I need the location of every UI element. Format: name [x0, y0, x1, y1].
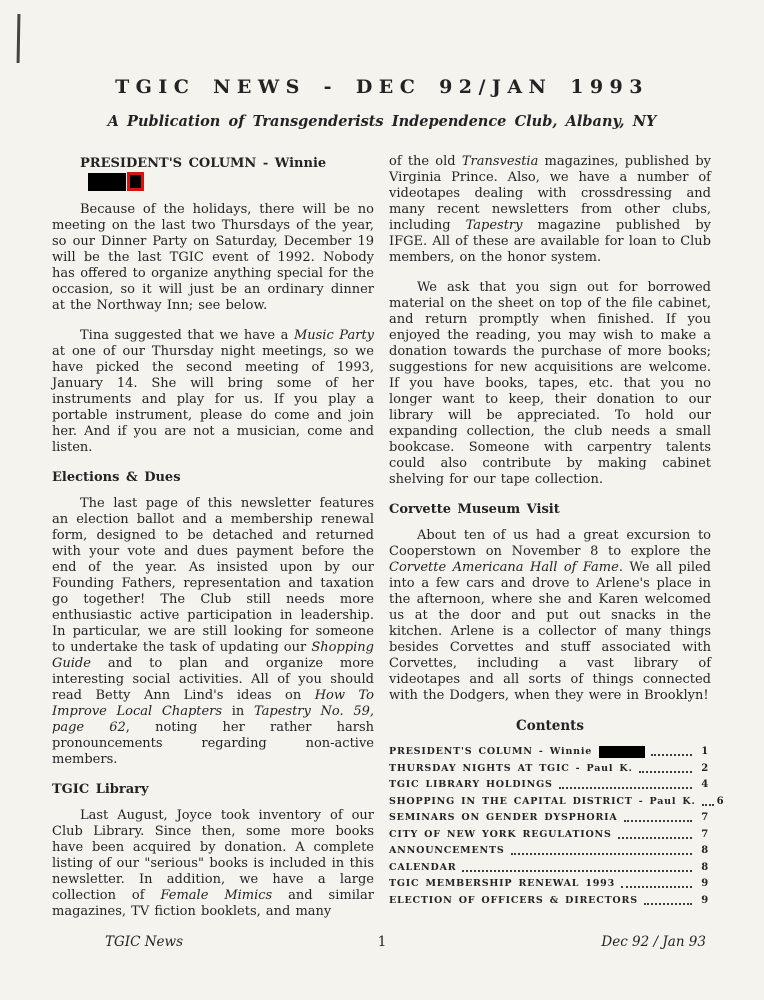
newsletter-title: TGIC NEWS - DEC 92/JAN 1993 [115, 76, 649, 98]
tgic-library-heading: TGIC Library [52, 781, 149, 797]
toc-row [389, 845, 709, 857]
toc-label: ANNOUNCEMENTS [389, 845, 505, 856]
body-columns [0, 154, 764, 920]
toc-row [389, 763, 709, 775]
toc-label: CITY OF NEW YORK REGULATIONS [389, 828, 612, 840]
toc-row [389, 812, 709, 824]
toc-page-number: 7 [701, 812, 709, 823]
page-footer [0, 934, 764, 952]
corvette-museum-heading: Corvette Museum Visit [389, 502, 560, 517]
toc-page-number: 6 [716, 795, 725, 807]
toc-redaction-box [599, 746, 645, 758]
paragraph-library-1: Last August, Joyce took inventory of our Club Library. Since then, some more books have been acquired by donation. A complete listing of our "serious" books is included in this newsletter. In addition, we have a large collection of Female Mimics and similar magazines, TV fiction booklets, and many [52, 807, 374, 919]
toc-dot-leader [559, 787, 692, 789]
toc-row [389, 862, 709, 874]
paragraph-music-party: Tina suggested that we have a Music Party at one of our Thursday night meetings, so we have picked the second meeting of 1993, January 14. She will bring some of her instruments and play for us. If you play a portable instrument, please do come and join her. And if you are not a musician, come and listen. [52, 327, 375, 455]
toc-dot-leader [624, 820, 692, 822]
toc-page-number: 8 [701, 861, 709, 873]
paragraph-library-3: We ask that you sign out for borrowed material on the sheet on top of the file cabinet, and return promptly when finished. If you enjoyed the reading, you may wish to make a donation towards the purchase of more books; suggestions for new acquisitions are welcome. If you have books, tapes, etc. that you no longer want to keep, their donation to our library will be appreciated. To hold our expanding collection, the club needs a small bookcase. Someone with carpentry talents could also contribute by making cabinet shelving for our tape collection. [389, 280, 711, 487]
toc-label: TGIC LIBRARY HOLDINGS [389, 779, 553, 790]
toc-page-number: 2 [701, 762, 709, 774]
contents-list [389, 746, 725, 907]
toc-label: ELECTION OF OFFICERS & DIRECTORS [389, 894, 638, 906]
toc-row [389, 878, 709, 890]
toc-dot-leader [462, 870, 692, 872]
toc-label: THURSDAY NIGHTS AT TGIC - Paul K. [389, 762, 633, 774]
toc-row [389, 895, 709, 907]
toc-page-number: 1 [701, 746, 709, 757]
toc-dot-leader [621, 886, 692, 888]
presidents-column-heading-text: PRESIDENT'S COLUMN - Winnie [80, 156, 327, 171]
toc-dot-leader [644, 903, 692, 905]
toc-label: PRESIDENT'S COLUMN - Winnie [389, 746, 593, 757]
contents-heading: Contents [515, 718, 585, 734]
paragraph-holidays: Because of the holidays, there will be no meeting on the last two Thursdays of the year, so our Dinner Party on Saturday, December 19 will be the last TGIC event of 1992. Nobody has offered to organize anything special for the occasion, so it will just be an ordinary dinner at the Northway Inn; see below. [52, 201, 374, 313]
redaction-box [88, 172, 144, 191]
toc-dot-leader [511, 853, 692, 855]
paragraph-library-2: of the old Transvestia magazines, published by Virginia Prince. Also, we have a number of videotapes dealing with crossdressing and many recent newsletters from other clubs, including Tapestry magazine published by IFGE. All of these are available for loan to Club members, on the honor system. [389, 154, 711, 265]
toc-label: TGIC MEMBERSHIP RENEWAL 1993 [389, 878, 615, 889]
toc-dot-leader [651, 754, 692, 756]
presidents-column-heading [52, 156, 374, 192]
toc-dot-leader [618, 837, 692, 839]
masthead [0, 0, 764, 131]
toc-row [389, 829, 709, 841]
toc-row [389, 795, 725, 808]
toc-label: SEMINARS ON GENDER DYSPHORIA [389, 812, 618, 823]
toc-page-number: 4 [701, 779, 709, 790]
toc-page-number: 9 [701, 894, 709, 906]
footer-issue: Dec 92 / Jan 93 [601, 934, 706, 950]
elections-dues-heading: Elections & Dues [52, 469, 181, 485]
redaction-black-bar [88, 173, 126, 191]
toc-label: SHOPPING IN THE CAPITAL DISTRICT - Paul K. [389, 795, 696, 807]
toc-label: CALENDAR [389, 861, 457, 873]
redaction-red-outline-box [127, 172, 144, 191]
paragraph-corvette: About ten of us had a great excursion to Cooperstown on November 8 to explore the Corvette Americana Hall of Fame. We all piled into a few cars and drove to Arlene's place in the afternoon, where she and Karen welcomed us at the door and put out snacks in the kitchen. Arlene is a collector of many things besides Corvettes and stuff associated with Corvettes, including a vast library of videotapes and all sorts of things connected with the Dodgers, when they were in Brooklyn! [389, 528, 711, 703]
toc-row [389, 779, 709, 791]
toc-dot-leader [702, 804, 714, 806]
left-column [52, 154, 374, 920]
toc-row [389, 746, 709, 758]
paragraph-elections: The last page of this newsletter features an election ballot and a membership renewal form, designed to be detached and returned with your vote and dues payment before the end of the year. As insisted upon by our Founding Fathers, representation and taxation go together! The Club still needs more enthusiastic active participation in leadership. In particular, we are still looking for someone to undertake the task of updating our Shopping Guide and to plan and organize more interesting social activities. All of you should read Betty Ann Lind's ideas on How To Improve Local Chapters in Tapestry No. 59, page 62, noting her rather harsh pronouncements regarding non-active members. [52, 495, 374, 767]
footer-page-number: 1 [377, 934, 387, 950]
toc-page-number: 8 [701, 845, 709, 856]
newsletter-subtitle: A Publication of Transgenderists Independence Club, Albany, NY [107, 113, 657, 130]
toc-page-number: 7 [701, 828, 709, 840]
footer-publication: TGIC News [105, 934, 184, 950]
toc-page-number: 9 [701, 878, 709, 889]
right-column [389, 154, 725, 920]
toc-dot-leader [639, 771, 692, 773]
